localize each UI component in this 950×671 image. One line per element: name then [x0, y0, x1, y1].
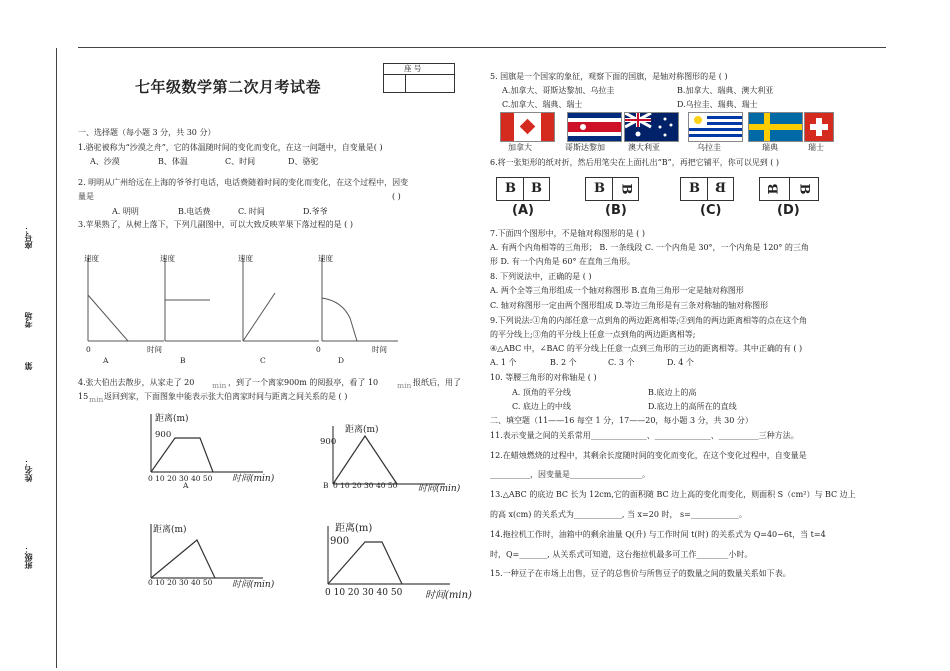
flag-label-costa-rica: 哥斯达黎加: [565, 143, 605, 152]
q4-b-ticks: 0 10 20 30 40 50: [333, 481, 398, 490]
q7-text: 7.下面四个图形中，不是轴对称图形的是 ( ): [490, 229, 645, 238]
q3-text: 3.苹果熟了，从树上落下，下列几副图中，可以大致反映苹果下落过程的是 ( ): [78, 220, 353, 229]
q14-text-1: 14.拖拉机工作时，油箱中的剩余油量 Q(升) 与工作时间 t(时) 的关系式为 Q=40−6t，当 t=4: [490, 530, 826, 539]
q11-text: 11.表示变量之间的关系常用______________、______________、__________三种方法。: [490, 431, 799, 440]
q3-a-speed-label: 速度: [84, 254, 99, 263]
q6-b-b-right: B: [618, 183, 634, 195]
q4-c-y-label: 距离(m): [153, 525, 187, 535]
flag-label-uruguay: 乌拉圭: [697, 143, 721, 152]
q2-text-cont: 量是: [78, 192, 94, 201]
q13-text-1: 13.△ABC 的底边 BC 长为 12cm,它的面积随 BC 边上高的变化而变化，则面积 S（cm²）与 BC 边上: [490, 490, 856, 499]
q5-option-b: B.加拿大、瑞典、澳大利亚: [677, 86, 774, 95]
flag-label-canada: 加拿大: [508, 143, 532, 152]
q4-d-y-label: 距离(m): [335, 523, 373, 534]
q5-text: 5. 国旗是一个国家的象征，观察下面的国旗，是轴对称图形的是 ( ): [490, 72, 728, 81]
q9-option-d: D. 4 个: [667, 358, 694, 367]
q12-text-1: 12.在蜡烛燃烧的过程中，其剩余长度随时间的变化而变化，在这个变化过程中，自变量是: [490, 451, 807, 460]
q8-options-line1: A. 两个全等三角形组成一个轴对称图形 B.直角三角形一定是轴对称图形: [490, 286, 744, 295]
q14-text-2: 时，Q=_______, 从关系式可知道，这台拖拉机最多可工作________小时。: [490, 550, 753, 559]
q6-text: 6.将一张矩形的纸对折，然后用笔尖在上面扎出“B”，再把它铺平，你可以见到 ( ): [490, 158, 780, 167]
q4-text-4: 15: [78, 392, 89, 401]
q3-b-speed-label: 速度: [160, 254, 175, 263]
q8-text: 8. 下列说法中，正确的是 ( ): [490, 272, 592, 281]
q2-option-a: A. 明明: [112, 207, 139, 216]
flag-uruguay: [688, 112, 743, 142]
q2-paren: ( ): [392, 192, 401, 201]
side-field: 第: [23, 362, 33, 370]
q6-option-b-box: [585, 177, 639, 201]
q3-graph-d: [312, 253, 402, 363]
q7-options-line2: 形 D. 有一个内角是 60° 在直角三角形。: [490, 257, 636, 266]
q6-label-b: (B): [605, 203, 627, 218]
q3-d-time-label: 时间: [372, 345, 387, 354]
q3-d-speed-label: 速度: [318, 254, 333, 263]
q4-text-5: 返回到家，下面图象中能表示张大伯离家时间与距离之间关系的是 ( ): [104, 392, 348, 401]
q3-d-origin: 0: [316, 345, 321, 354]
q10-option-b: B.底边上的高: [648, 388, 697, 397]
side-seat-no: 座号：: [23, 225, 33, 249]
q4-a-label: A: [183, 481, 189, 490]
q13-text-2: 的高 x(cm) 的关系式为____________, 当 x=20 时， s=____________。: [490, 510, 747, 519]
q6-b-b-left: B: [594, 181, 605, 196]
flag-label-sweden: 瑞典: [762, 143, 778, 152]
q15-text: 15.一种豆子在市场上出售，豆子的总售价与所售豆子的数量之间的数量关系如下表。: [490, 569, 791, 578]
side-room: 考场: [23, 312, 33, 328]
q4-unit-3: min: [89, 395, 104, 404]
q4-unit-2: min: [397, 381, 412, 390]
q6-label-c: (C): [700, 203, 722, 218]
q1-option-a: A、沙漠: [90, 157, 120, 166]
q3-graph-b: [155, 253, 245, 363]
q3-c-speed-label: 速度: [238, 254, 253, 263]
flag-label-australia: 澳大利亚: [628, 143, 660, 152]
side-class: 班级：: [23, 545, 33, 569]
q6-a-b-right: B: [531, 181, 542, 196]
flag-switzerland: [804, 112, 834, 142]
flag-label-switzerland: 瑞士: [808, 143, 824, 152]
q1-option-c: C、时间: [225, 157, 256, 166]
seat-number-label: 座 号: [404, 64, 422, 73]
side-name: 姓名：: [23, 458, 33, 482]
q4-b-900: 900: [320, 437, 337, 447]
section-2-heading: 二、填空题（11——16 每空 1 分，17——20，每小题 3 分，共 30 分）: [490, 416, 753, 425]
q7-options-line1: A. 有两个内角相等的三角形； B. 一条线段 C. 一个内角是 30°，一个内角是 120° 的三角: [490, 243, 809, 252]
section-1-heading: 一、选择题（每小题 3 分，共 30 分）: [78, 128, 216, 137]
q6-label-d: (D): [777, 203, 800, 218]
q1-option-d: D、骆驼: [288, 157, 319, 166]
q10-option-a: A. 顶角的平分线: [512, 388, 571, 397]
q4-c-x-label: 时间(min): [232, 580, 275, 590]
q10-option-d: D.底边上的高所在的直线: [648, 402, 737, 411]
binding-line: [56, 48, 57, 668]
q3-a-origin: 0: [86, 345, 91, 354]
q3-graph-c: [233, 253, 323, 363]
q4-a-y-label: 距离(m): [155, 414, 189, 424]
q4-unit-1: min: [212, 381, 227, 390]
q2-text: 2. 明明从广州给远在上海的爷爷打电话，电话费随着时间的变化而变化，在这个过程中，因变: [78, 178, 409, 187]
q12-text-2: __________，因变量是__________________。: [490, 470, 650, 479]
q9-option-c: C. 3 个: [608, 358, 635, 367]
q4-b-y-label: 距离(m): [345, 425, 379, 435]
q6-d-b-left: B: [766, 183, 782, 195]
q6-option-d-box: [759, 177, 819, 201]
q10-text: 10. 等腰三角形的对称轴是 ( ): [490, 373, 597, 382]
q4-d-x-label: 时间(min): [425, 590, 472, 601]
flag-costa-rica: [567, 112, 622, 142]
q4-b-x-label: 时间(min): [418, 484, 461, 494]
q4-c-ticks: 0 10 20 30 40 50: [148, 578, 213, 587]
q3-b-label: B: [180, 356, 186, 365]
q4-text-1: 4.张大伯出去散步，从家走了 20: [78, 378, 195, 387]
q4-d-ticks: 0 10 20 30 40 50: [325, 588, 403, 598]
q3-a-label: A: [103, 356, 109, 365]
q4-a-x-label: 时间(min): [232, 474, 275, 484]
q9-option-a: A. 1 个: [490, 358, 517, 367]
flag-canada: [500, 112, 555, 142]
top-rule: [78, 47, 886, 48]
q9-option-b: B. 2 个: [550, 358, 577, 367]
q1-text: 1.骆驼被称为“沙漠之舟”，它的体温随时间的变化而变化，在这一问题中，自变量是( ): [78, 143, 383, 152]
q2-option-d: D.爷爷: [303, 207, 328, 216]
q2-option-b: B.电话费: [178, 207, 211, 216]
flag-sweden: [748, 112, 803, 142]
q6-c-b-left: B: [689, 181, 700, 196]
q1-option-b: B、体温: [158, 157, 188, 166]
q6-option-c-box: [680, 177, 734, 201]
q6-c-b-right: B: [715, 181, 726, 196]
q5-option-d: D.乌拉圭、瑞典、瑞士: [677, 100, 758, 109]
q6-a-b-left: B: [505, 181, 516, 196]
q4-text-3: 报纸后，用了: [413, 378, 461, 387]
q2-option-c: C. 时间: [238, 207, 265, 216]
q4-b-label: B: [323, 481, 329, 490]
q6-d-b-right: B: [796, 183, 812, 195]
q3-d-label: D: [338, 356, 345, 365]
page-title: 七年级数学第二次月考试卷: [135, 78, 322, 96]
q6-option-a-box: [496, 177, 550, 201]
flag-australia: [624, 112, 679, 142]
q5-option-c: C.加拿大、瑞典、瑞士: [502, 100, 583, 109]
q4-a-ticks: 0 10 20 30 40 50: [148, 474, 213, 483]
q9-text-2: 的平分线上;③角的平分线上任意一点到角的两边距离相等;: [490, 330, 696, 339]
seat-number-box: [383, 63, 455, 93]
q9-text-1: 9.下列说法:①角的内部任意一点到角的两边距离相等;②到角的两边距离相等的点在这个角: [490, 316, 808, 325]
q4-text-2: ，到了一个离家900m 的阅报亭，看了 10: [228, 378, 379, 387]
q5-option-a: A.加拿大、哥斯达黎加、乌拉圭: [502, 86, 615, 95]
q4-a-900: 900: [155, 430, 172, 440]
q3-c-label: C: [260, 356, 266, 365]
q10-option-c: C. 底边上的中线: [512, 402, 571, 411]
q4-d-900: 900: [330, 536, 350, 547]
q8-options-line2: C. 轴对称图形一定由两个图形组成 D.等边三角形是有三条对称轴的轴对称图形: [490, 301, 769, 310]
q9-text-3: ④△ABC 中，∠BAC 的平分线上任意一点到三角形的三边的距离相等。其中正确的有 ( ): [490, 344, 803, 353]
q6-label-a: (A): [512, 203, 534, 218]
q3-a-time-label: 时间: [147, 345, 162, 354]
